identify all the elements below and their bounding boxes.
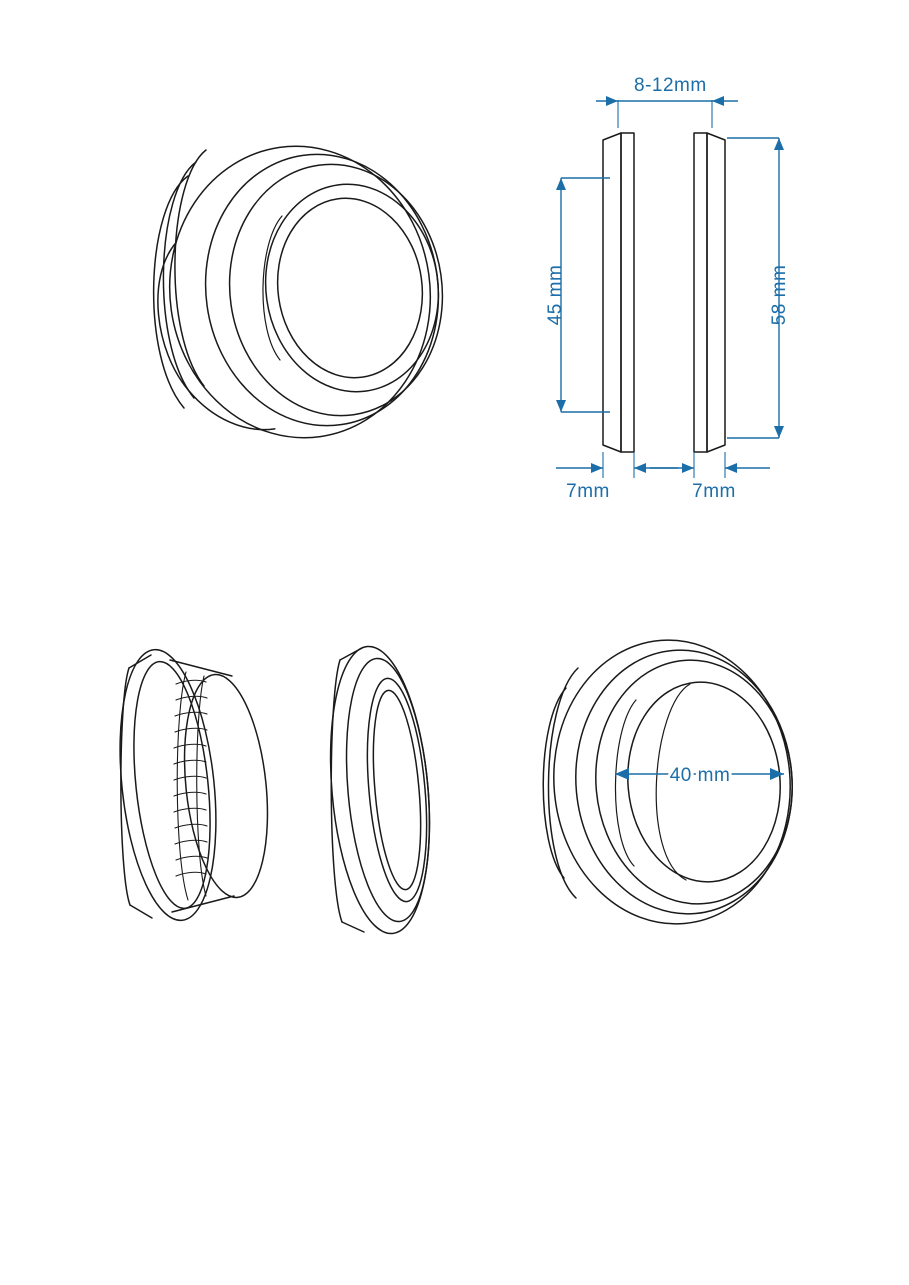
dimension-bore-diameter (615, 765, 784, 786)
dimension-outer-height (727, 138, 790, 438)
view-cross-section (545, 75, 790, 502)
dimension-flange-right (650, 452, 770, 502)
dim-label-flange-right: 7mm (692, 481, 736, 502)
view-exploded-female (320, 642, 441, 937)
dim-label-outer-height: 58 mm (769, 264, 790, 326)
view-iso-assembled (149, 129, 459, 454)
dim-label-flange-left: 7mm (566, 481, 610, 502)
dimension-flange-left (556, 452, 678, 502)
dim-label-top-width: 8-12mm (634, 75, 707, 96)
view-iso-bore (542, 630, 803, 933)
dimension-inner-height (545, 178, 610, 412)
view-exploded-male (108, 645, 277, 925)
dim-label-bore-diameter: 40 mm (669, 765, 731, 786)
dim-label-inner-height: 45 mm (545, 264, 566, 326)
dimension-top-width (596, 75, 738, 128)
